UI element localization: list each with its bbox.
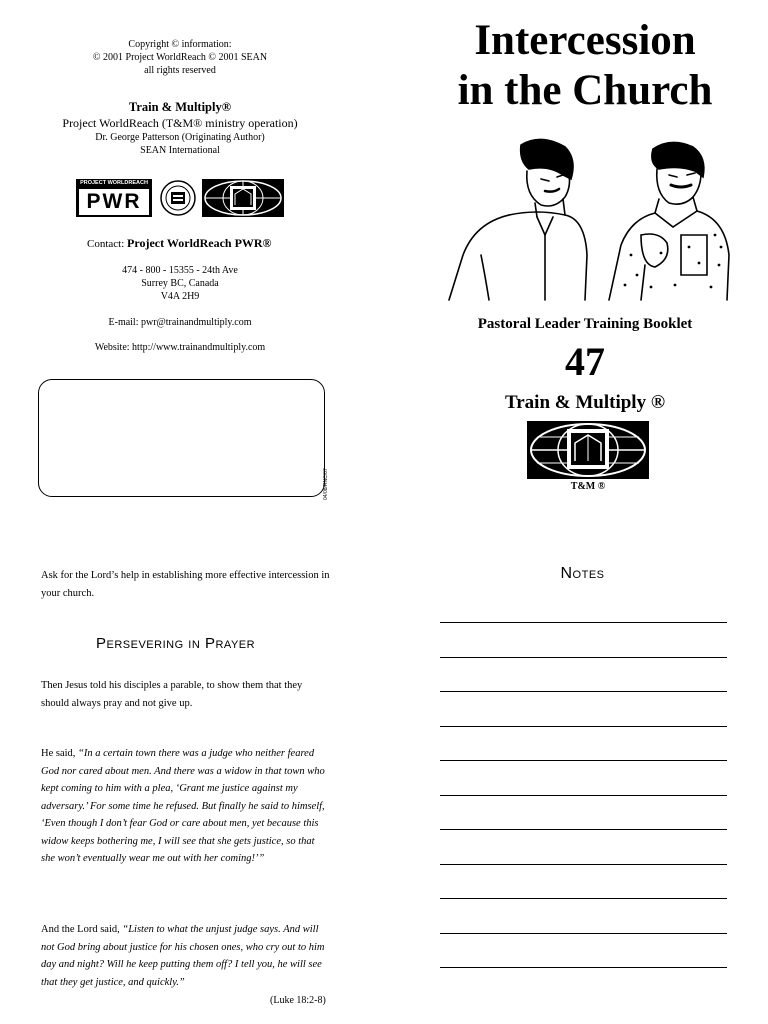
note-line [440,898,727,899]
paragraph-3 [41,921,331,991]
note-line [440,967,727,968]
booklet-label: Pastoral Leader Training Booklet [477,316,693,332]
page-title [430,16,740,116]
pwr-logo [76,179,152,217]
paragraph-2-lead: He said, [41,748,79,759]
scripture-reference: (Luke 18:2-8) [270,995,326,1006]
two-men-illustration [445,135,735,303]
booklet-number: 47 [565,339,605,384]
tm-logo-caption: T&M ® [570,481,606,492]
note-line [440,657,727,658]
paragraph-3-quote: “Listen to what the unjust judge says. And will not God bring about justice for his chosen ones, who cry out to him day and night? Will he keep putting them off? I tell you, he will see that they get justice, and quickly.” [41,924,325,988]
author-line: Dr. George Patterson (Originating Author) [95,132,265,143]
address-line-2: Surrey BC, Canada [141,278,219,289]
notes-title: Notes [560,565,605,582]
website-line[interactable]: Website: http://www.trainandmultiply.com [94,342,266,353]
note-line [440,933,727,934]
note-line [440,829,727,830]
train-multiply-title: Train & Multiply® [128,100,232,114]
note-line [440,795,727,796]
man-left-figure [449,139,587,300]
pwr-logo-letters: PWR [79,189,149,215]
contact-label: Contact: [87,238,125,250]
sean-line: SEAN International [140,145,220,156]
paragraph-1: Then Jesus told his disciples a parable, to show them that they should always pray and not give up. [41,680,303,709]
address-line-3: V4A 2H9 [160,291,200,302]
note-line [440,760,727,761]
copyright-heading: Copyright © information: [128,39,232,50]
note-line [440,691,727,692]
tm-globe-logo [527,421,649,479]
rights-reserved: all rights reserved [144,65,216,76]
address-line-1: 474 - 800 - 15355 - 24th Ave [122,265,238,276]
side-code: 04/08/RNC/07 [323,468,329,500]
copyright-line: © 2001 Project WorldReach © 2001 SEAN [92,52,268,63]
section-title: Persevering in Prayer [96,635,256,652]
paragraph-3-lead: And the Lord said, [41,924,123,935]
tm-mark: TM [637,470,646,476]
tm-globe-logo-small [202,179,284,217]
contact-line [87,236,287,251]
man-right-figure [609,142,729,300]
brand-name: Train & Multiply ® [504,392,666,413]
note-line [440,622,727,623]
contact-name: Project WorldReach PWR® [127,236,272,250]
intro-text: Ask for the Lord’s help in establishing more effective intercession in your church. [41,570,330,599]
note-line [440,726,727,727]
title-line-2: in the Church [457,67,713,114]
title-line-1: Intercession [474,17,696,64]
email-line[interactable]: E-mail: pwr@trainandmultiply.com [108,317,252,328]
pwr-operation-line: Project WorldReach (T&M® ministry operation) [62,116,298,130]
pwr-logo-top-text: PROJECT WORLDREACH [80,180,148,186]
sean-logo [158,179,198,217]
address-stamp-box [38,379,325,497]
paragraph-2 [41,745,331,868]
paragraph-2-quote: “In a certain town there was a judge who neither feared God nor cared about men. And there was a widow in that town who kept coming to him with a plea, ‘Grant me justice against my adversary.’ For some time he refused. But finally he said to himself, ‘Even though I don’t fear God or care about men, yet because this widow keeps bothering me, I will see that she gets justice, so that she won’t eventually wear me out with her coming!’” [41,748,325,864]
note-line [440,864,727,865]
